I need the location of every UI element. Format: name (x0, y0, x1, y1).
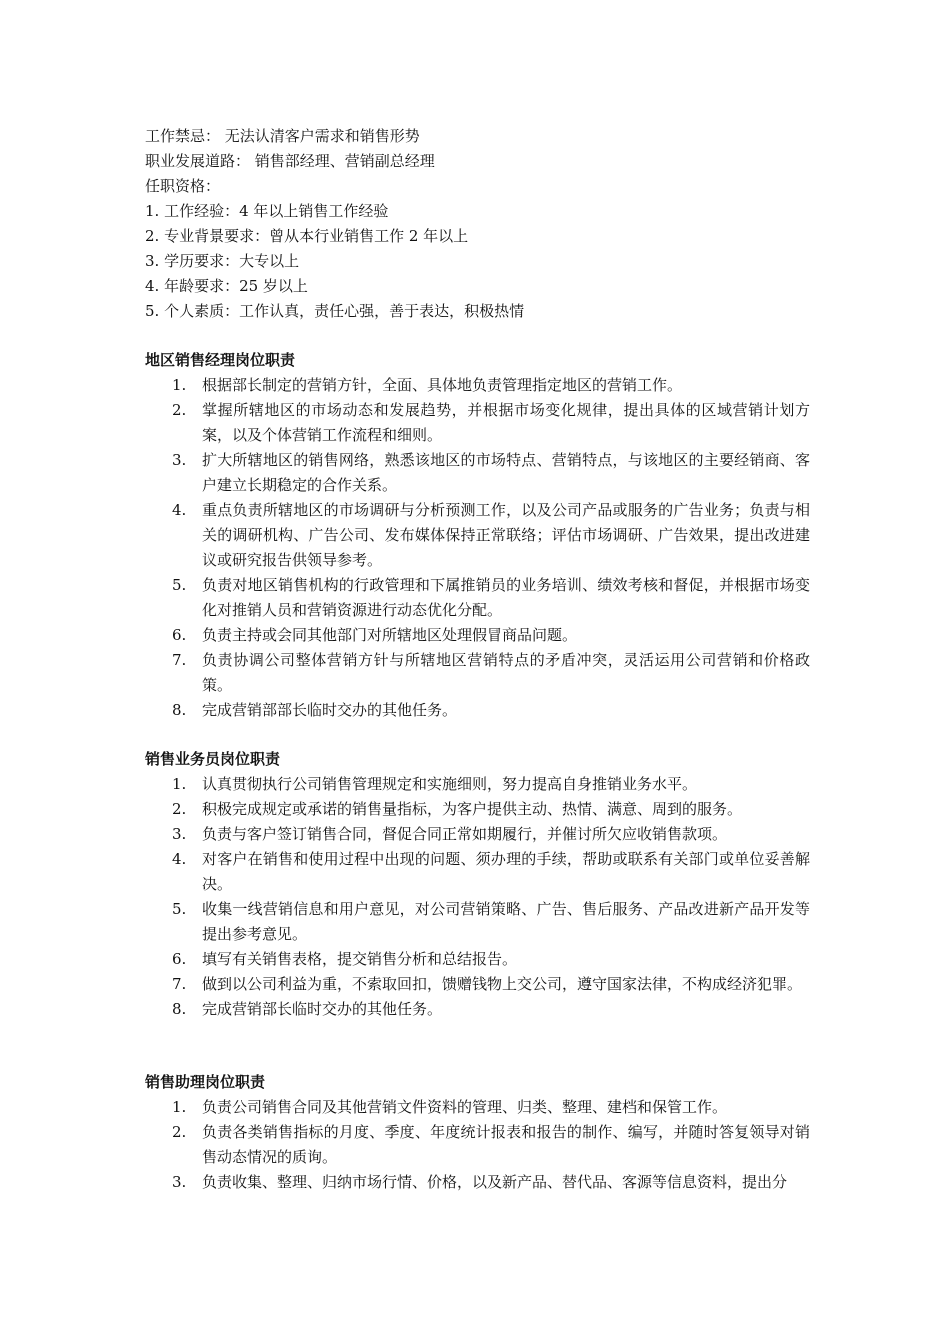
section-title: 地区销售经理岗位职责 (145, 351, 296, 369)
duty-list (145, 772, 810, 1022)
list-item: 8. 完成营销部长临时交办的其他任务。 (172, 1000, 443, 1018)
list-item: 2. 掌握所辖地区的市场动态和发展趋势，并根据市场变化规律，提出具体的区域营销计划方案，以及个体营销工作流程和细则。 (172, 401, 810, 444)
list-item: 1. 根据部长制定的营销方针，全面、具体地负责管理指定地区的营销工作。 (172, 376, 683, 394)
intro-line: 5. 个人素质：工作认真，责任心强，善于表达，积极热情 (145, 302, 525, 320)
list-item: 3. 负责与客户签订销售合同，督促合同正常如期履行，并催讨所欠应收销售款项。 (172, 825, 728, 843)
section-sales-assistant (145, 1070, 810, 1195)
list-item: 8. 完成营销部部长临时交办的其他任务。 (172, 701, 458, 719)
list-item: 3. 扩大所辖地区的销售网络，熟悉该地区的市场特点、营销特点，与该地区的主要经销商、客户建立长期稳定的合作关系。 (172, 451, 810, 494)
intro-line: 任职资格： (145, 177, 221, 195)
list-item: 1. 负责公司销售合同及其他营销文件资料的管理、归类、整理、建档和保管工作。 (172, 1098, 728, 1116)
list-item: 7. 负责协调公司整体营销方针与所辖地区营销特点的矛盾冲突，灵活运用公司营销和价格政策。 (172, 651, 810, 694)
duty-list (145, 373, 810, 723)
intro-block (145, 124, 810, 324)
section-title: 销售业务员岗位职责 (145, 750, 281, 768)
list-item: 6. 填写有关销售表格，提交销售分析和总结报告。 (172, 950, 518, 968)
section-title: 销售助理岗位职责 (145, 1073, 266, 1091)
section-sales-rep (145, 747, 810, 1022)
intro-line: 职业发展道路： 销售部经理、营销副总经理 (145, 152, 435, 170)
list-item: 6. 负责主持或会同其他部门对所辖地区处理假冒商品问题。 (172, 626, 578, 644)
intro-line: 1. 工作经验：4 年以上销售工作经验 (145, 202, 389, 220)
list-item: 4. 对客户在销售和使用过程中出现的问题、须办理的手续，帮助或联系有关部门或单位妥善解决。 (172, 850, 810, 893)
list-item: 2. 积极完成规定或承诺的销售量指标，为客户提供主动、热情、满意、周到的服务。 (172, 800, 743, 818)
list-item: 5. 负责对地区销售机构的行政管理和下属推销员的业务培训、绩效考核和督促，并根据市场变化对推销人员和营销资源进行动态优化分配。 (172, 576, 810, 619)
list-item: 1. 认真贯彻执行公司销售管理规定和实施细则，努力提高自身推销业务水平。 (172, 775, 698, 793)
intro-line: 4. 年龄要求：25 岁以上 (145, 277, 308, 295)
duty-list (145, 1095, 810, 1195)
document-page (145, 124, 810, 1195)
list-item: 3. 负责收集、整理、归纳市场行情、价格，以及新产品、替代品、客源等信息资料，提出分 (172, 1173, 788, 1191)
section-regional-manager (145, 348, 810, 723)
list-item: 2. 负责各类销售指标的月度、季度、年度统计报表和报告的制作、编写，并随时答复领导对销售动态情况的质询。 (172, 1123, 810, 1166)
intro-line: 3. 学历要求：大专以上 (145, 252, 300, 270)
list-item: 7. 做到以公司利益为重，不索取回扣，馈赠钱物上交公司，遵守国家法律，不构成经济犯罪。 (172, 975, 803, 993)
list-item: 5. 收集一线营销信息和用户意见，对公司营销策略、广告、售后服务、产品改进新产品开发等提出参考意见。 (172, 900, 810, 943)
intro-line: 工作禁忌： 无法认清客户需求和销售形势 (145, 127, 420, 145)
intro-line: 2. 专业背景要求：曾从本行业销售工作 2 年以上 (145, 227, 469, 245)
list-item: 4. 重点负责所辖地区的市场调研与分析预测工作，以及公司产品或服务的广告业务；负责与相关的调研机构、广告公司、发布媒体保持正常联络；评估市场调研、广告效果，提出改进建议或研究报告供领导参考。 (172, 501, 810, 569)
